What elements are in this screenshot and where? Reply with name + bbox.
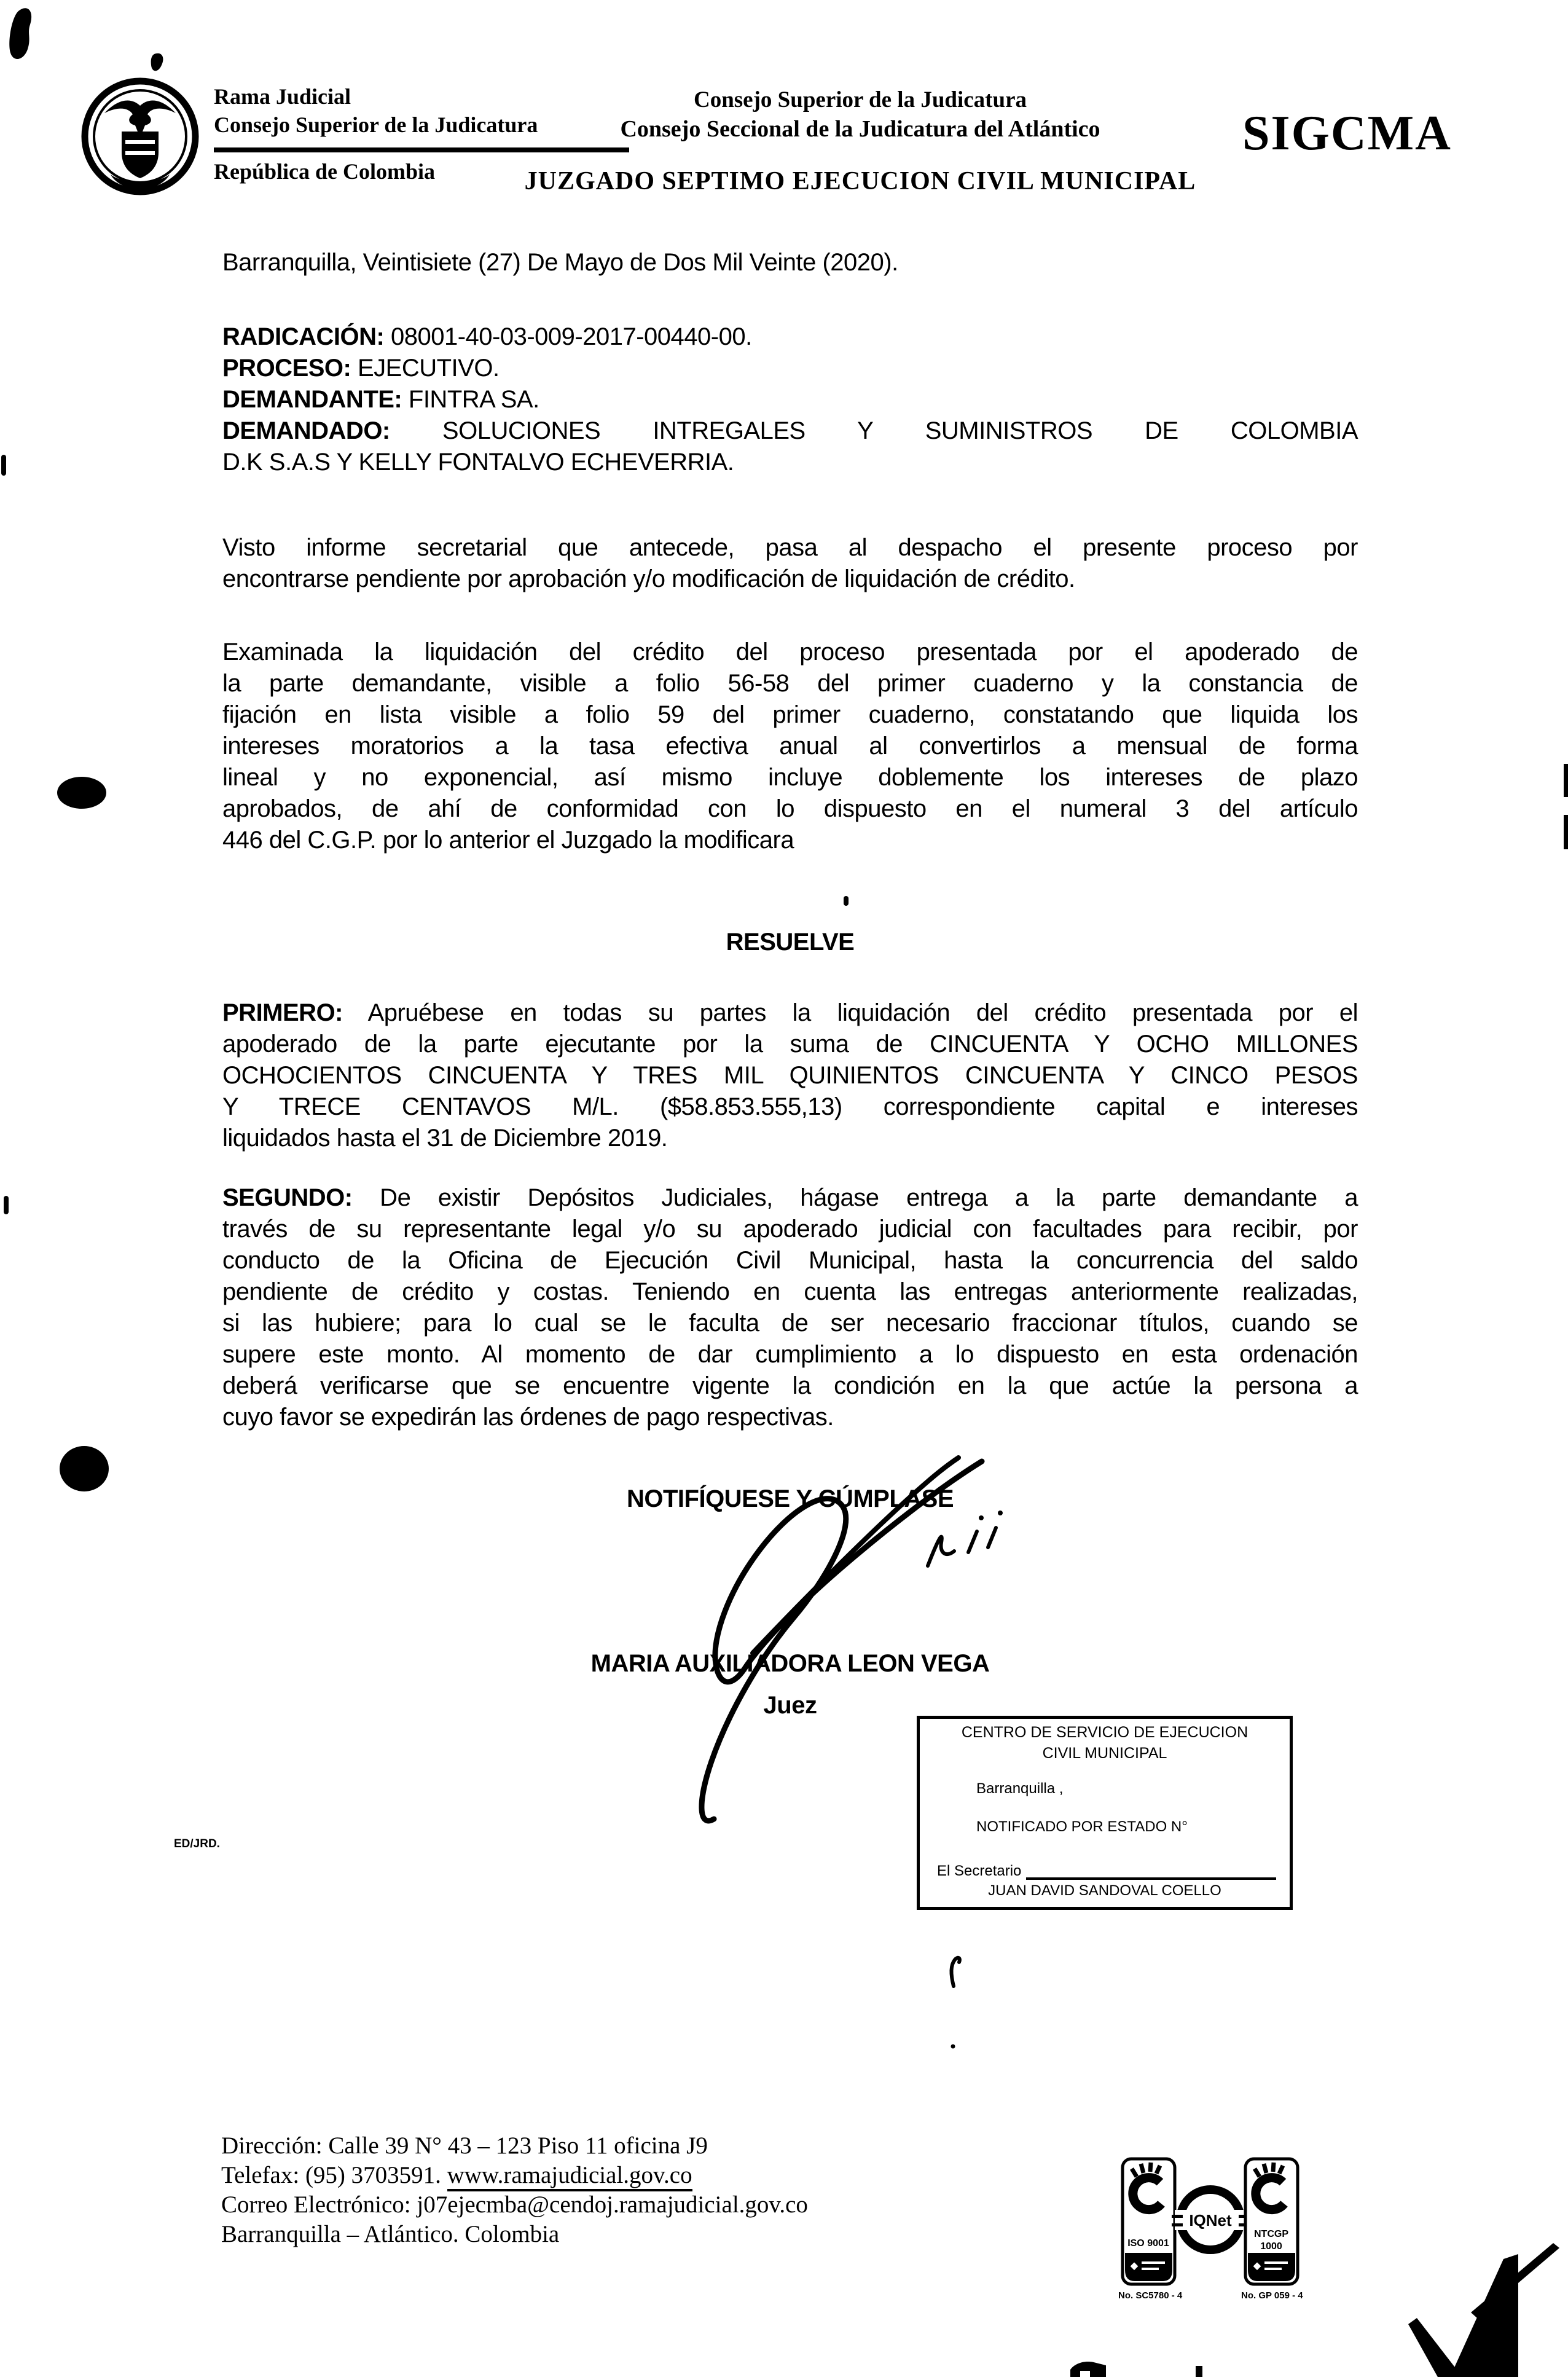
case-line: DEMANDADO: SOLUCIONES INTREGALES Y SUMINISTROS DE COLOMBIA <box>222 417 1358 444</box>
paragraph-line: aprobados, de ahí de conformidad con lo dispuesto en el numeral 3 del artículo <box>222 795 1358 822</box>
paragraph-line: 446 del C.G.P. por lo anterior el Juzgado la modificara <box>222 827 794 854</box>
sigcma-label: SIGCMA <box>1242 106 1452 160</box>
paragraph-line: cuyo favor se expedirán las órdenes de pago respectivas. <box>222 1404 834 1431</box>
header-consejo-superior-left: Consejo Superior de la Judicatura <box>214 112 538 137</box>
paragraph-line: PRIMERO: Apruébese en todas su partes la liquidación del crédito presentada por el <box>222 999 1358 1026</box>
ntcgp-label-1: NTCGP <box>1254 2229 1288 2239</box>
header-republica: República de Colombia <box>214 159 436 184</box>
paragraph-line: pendiente de crédito y costas. Teniendo en cuenta las entregas anteriormente realizadas, <box>222 1278 1358 1305</box>
iqnet-label: IQNet <box>1189 2211 1232 2230</box>
clerk-initials: ED/JRD. <box>174 1837 220 1850</box>
footer-telefax-line <box>221 2161 1143 2190</box>
paragraph-line: conducto de la Oficina de Ejecución Civil Municipal, hasta la concurrencia del saldo <box>222 1247 1358 1274</box>
segundo-paragraph <box>222 1182 1358 1433</box>
notification-stamp-box <box>917 1716 1293 1910</box>
notifiquese-heading: NOTIFÍQUESE Y CÚMPLASE <box>626 1485 954 1512</box>
iso-cert-number: No. SC5780 - 4 <box>1118 2290 1183 2301</box>
header-consejo-seccional: Consejo Seccional de la Judicatura del Atlántico <box>620 116 1100 142</box>
stamp-line2: CIVIL MUNICIPAL <box>1042 1745 1167 1762</box>
header-consejo-superior: Consejo Superior de la Judicatura <box>693 87 1027 112</box>
paragraph-line: OCHOCIENTOS CINCUENTA Y TRES MIL QUINIENTOS CINCUENTA Y CINCO PESOS <box>222 1062 1358 1089</box>
judge-name: MARIA AUXILIADORA LEON VEGA <box>590 1650 990 1677</box>
stamp-notified-line: NOTIFICADO POR ESTADO N° <box>976 1818 1188 1835</box>
header-center-block <box>430 86 1290 197</box>
paragraph-line: liquidados hasta el 31 de Diciembre 2019. <box>222 1125 668 1152</box>
judge-title: Juez <box>763 1692 817 1719</box>
paragraph-line: apoderado de la parte ejecutante por la suma de CINCUENTA Y OCHO MILLONES <box>222 1031 1358 1058</box>
case-line: DEMANDANTE: FINTRA SA. <box>222 386 539 413</box>
examinada-paragraph <box>222 637 1358 856</box>
footer-telefax: Telefax: (95) 3703591. <box>221 2162 447 2188</box>
date-line: Barranquilla, Veintisiete (27) De Mayo de Dos Mil Veinte (2020). <box>222 249 898 276</box>
certification-badges <box>1100 2139 1568 2329</box>
footer-address: Dirección: Calle 39 N° 43 – 123 Piso 11 oficina J9 <box>221 2132 708 2159</box>
resuelve-heading: RESUELVE <box>726 929 855 956</box>
case-line: D.K S.A.S Y KELLY FONTALVO ECHEVERRIA. <box>222 449 734 476</box>
paragraph-line: deberá verificarse que se encuentre vigente la condición en la que actúe la persona a <box>222 1372 1358 1399</box>
iso9001-badge <box>1118 2159 1183 2301</box>
paragraph-line: si las hubiere; para lo cual se le faculta de ser necesario fraccionar títulos, cuando se <box>222 1310 1358 1337</box>
paragraph-line: supere este monto. Al momento de dar cumplimiento a lo dispuesto en esta ordenación <box>222 1341 1358 1368</box>
visto-paragraph <box>222 532 1358 595</box>
stamp-city: Barranquilla , <box>976 1780 1064 1797</box>
paragraph-line: Examinada la liquidación del crédito del proceso presentada por el apoderado de <box>222 638 1358 666</box>
paragraph-line: Visto informe secretarial que antecede, pasa al despacho el presente proceso por <box>222 534 1358 561</box>
signature-line <box>1026 1859 1276 1880</box>
footer-website-link[interactable]: www.ramajudicial.gov.co <box>447 2162 692 2191</box>
paragraph-line: Y TRECE CENTAVOS M/L. ($58.853.555,13) correspondiente capital e intereses <box>222 1093 1358 1120</box>
ntcgp-badge <box>1241 2159 1303 2301</box>
paragraph-line: intereses moratorios a la tasa efectiva anual al convertirlos a mensual de forma <box>222 733 1358 760</box>
primero-paragraph <box>222 997 1358 1154</box>
stamp-secretary-row <box>937 1859 1276 1880</box>
footer-city-line: Barranquilla – Atlántico. Colombia <box>221 2221 560 2247</box>
pen-mark-r <box>951 1958 960 2049</box>
stamp-line1: CENTRO DE SERVICIO DE EJECUCION <box>961 1724 1249 1741</box>
stamp-secretary-label: El Secretario <box>937 1863 1022 1879</box>
paragraph-line: fijación en lista visible a folio 59 del primer cuaderno, constatando que liquida los <box>222 701 1358 728</box>
case-line: RADICACIÓN: 08001-40-03-009-2017-00440-00. <box>222 323 752 350</box>
paragraph-line: través de su representante legal y/o su apoderado judicial con facultades para recibir, por <box>222 1216 1358 1243</box>
paragraph-line: lineal y no exponencial, así mismo incluye doblemente los intereses de plazo <box>222 764 1358 791</box>
footer-block <box>221 2131 1143 2249</box>
paragraph-line: encontrarse pendiente por aprobación y/o modificación de liquidación de crédito. <box>222 565 1075 592</box>
paragraph-line: SEGUNDO: De existir Depósitos Judiciales, hágase entrega a la parte demandante a <box>222 1184 1358 1211</box>
footer-email-line: Correo Electrónico: j07ejecmba@cendoj.ramajudicial.gov.co <box>221 2191 808 2218</box>
stamp-secretary-name: JUAN DAVID SANDOVAL COELLO <box>988 1882 1221 1899</box>
iqnet-logo <box>1172 2190 1250 2250</box>
coat-of-arms-logo <box>85 81 195 192</box>
ntcgp-label-2: 1000 <box>1260 2241 1282 2252</box>
header-juzgado-title: JUZGADO SEPTIMO EJECUCION CIVIL MUNICIPAL <box>524 167 1196 195</box>
header-rama-judicial: Rama Judicial <box>214 84 351 109</box>
case-line: PROCESO: EJECUTIVO. <box>222 355 500 382</box>
ntcgp-cert-number: No. GP 059 - 4 <box>1241 2290 1303 2301</box>
iso-label: ISO 9001 <box>1127 2238 1169 2249</box>
case-info-block <box>222 321 1358 478</box>
paragraph-line: la parte demandante, visible a folio 56-58 del primer cuaderno y la constancia de <box>222 670 1358 697</box>
